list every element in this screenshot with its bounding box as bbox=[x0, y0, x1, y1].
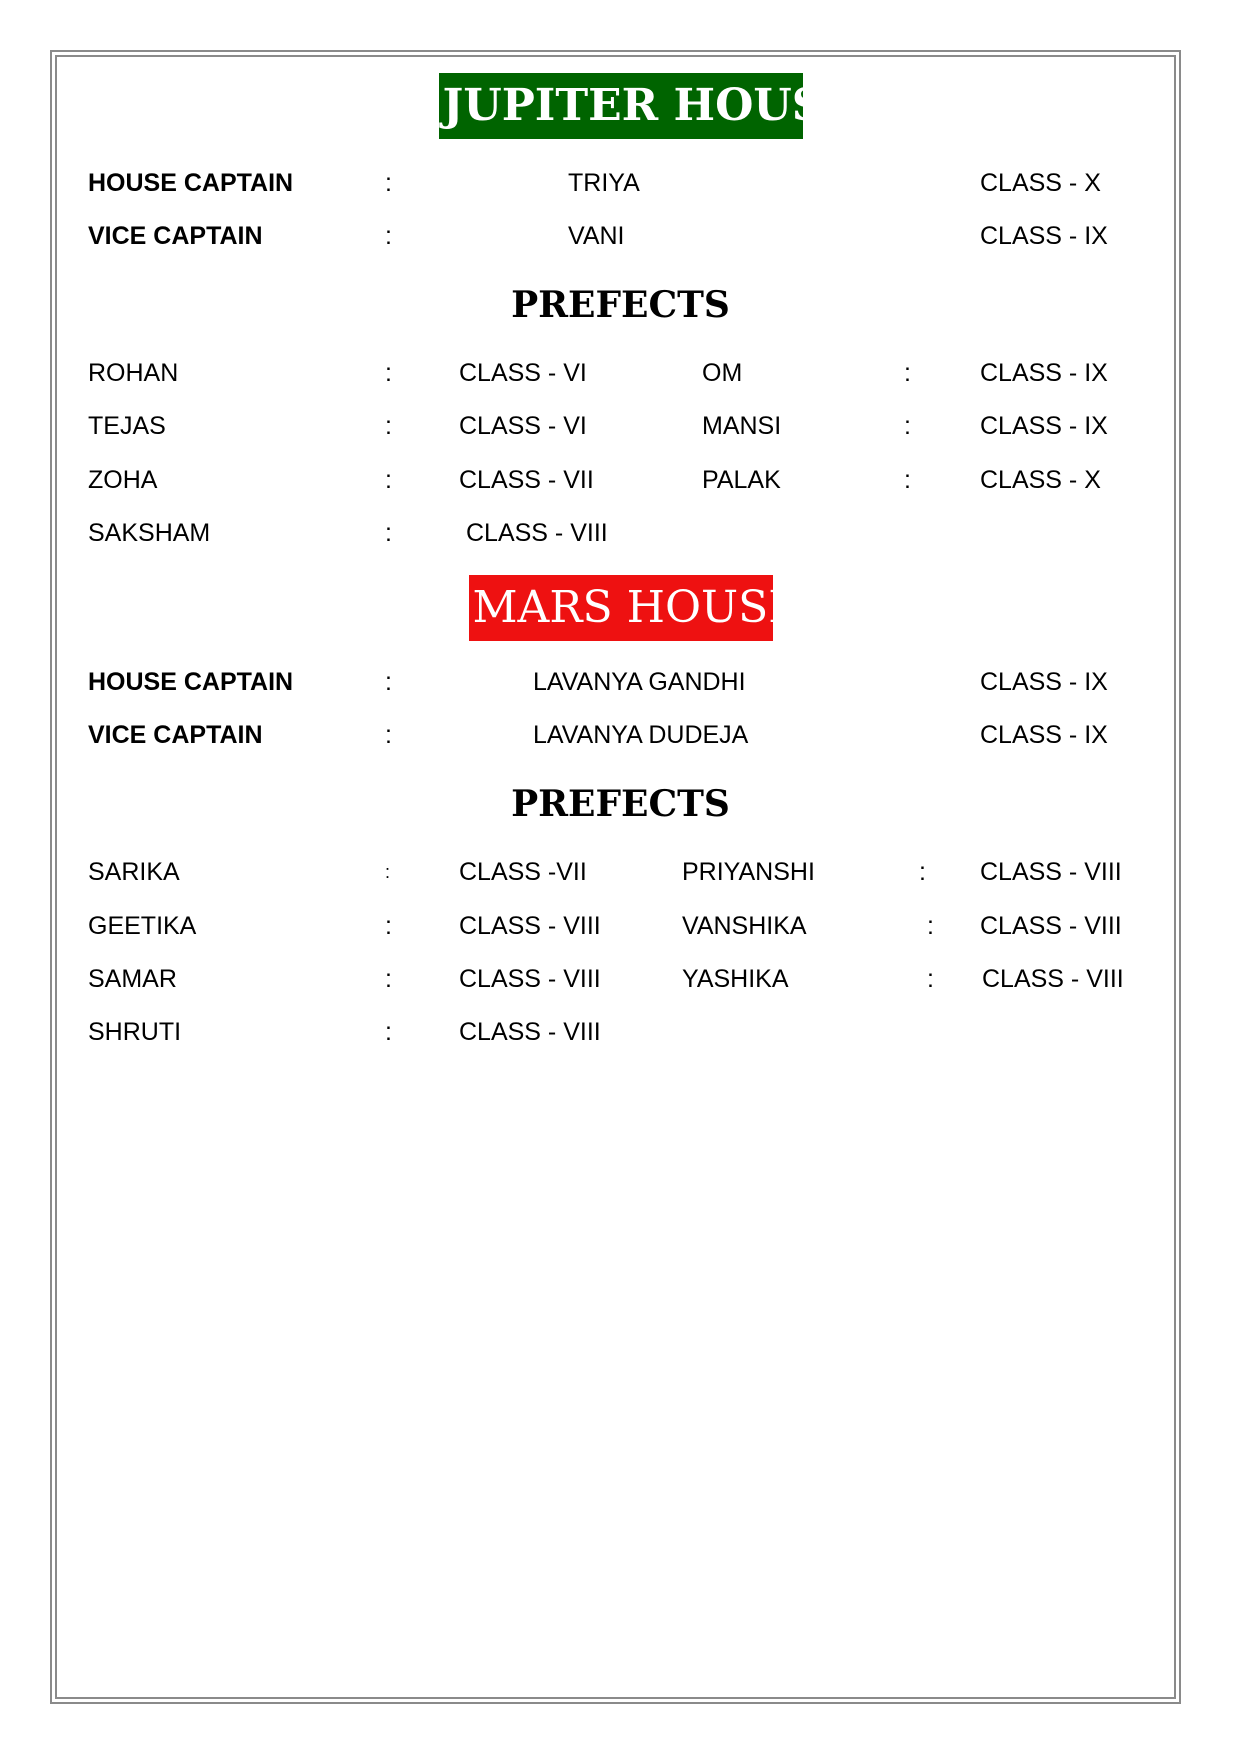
jupiter-captain-class: CLASS - X bbox=[980, 169, 1101, 197]
jupiter-captain-role: HOUSE CAPTAIN bbox=[88, 169, 294, 197]
prefect-sep: : bbox=[385, 412, 392, 440]
prefect-name: MANSI bbox=[702, 412, 782, 440]
prefect-sep: : bbox=[919, 858, 926, 886]
mars-vice-sep: : bbox=[385, 721, 392, 749]
prefect-name: GEETIKA bbox=[88, 912, 197, 940]
mars-captain-name: LAVANYA GANDHI bbox=[533, 668, 746, 696]
mars-vice-class: CLASS - IX bbox=[980, 721, 1108, 749]
prefect-sep: : bbox=[385, 862, 391, 882]
jupiter-vice-name: VANI bbox=[568, 222, 625, 250]
prefect-name: TEJAS bbox=[88, 412, 166, 440]
prefect-sep: : bbox=[904, 359, 911, 387]
prefect-sep: : bbox=[904, 466, 911, 494]
prefect-class: CLASS - VIII bbox=[980, 858, 1122, 886]
jupiter-captain-sep: : bbox=[385, 169, 392, 197]
prefect-name: PALAK bbox=[702, 466, 781, 494]
prefect-name: PRIYANSHI bbox=[682, 858, 815, 886]
prefect-sep: : bbox=[385, 359, 392, 387]
mars-vice-name: LAVANYA DUDEJA bbox=[533, 721, 749, 749]
prefect-name: ZOHA bbox=[88, 466, 158, 494]
prefect-class: CLASS - VIII bbox=[466, 519, 608, 547]
mars-prefects-heading: PREFECTS bbox=[511, 783, 730, 825]
prefect-name: VANSHIKA bbox=[682, 912, 807, 940]
prefect-class: CLASS - VI bbox=[459, 412, 587, 440]
prefect-class: CLASS - VIII bbox=[980, 912, 1122, 940]
jupiter-vice-role: VICE CAPTAIN bbox=[88, 222, 263, 250]
prefect-name: SAKSHAM bbox=[88, 519, 211, 547]
prefect-sep: : bbox=[385, 466, 392, 494]
prefect-sep: : bbox=[904, 412, 911, 440]
prefect-class: CLASS - VIII bbox=[459, 1018, 601, 1046]
jupiter-house-title: JUPITER HOUSE bbox=[439, 73, 803, 139]
prefect-class: CLASS - VIII bbox=[459, 965, 601, 993]
prefect-class: CLASS - IX bbox=[980, 412, 1108, 440]
prefect-class: CLASS - VI bbox=[459, 359, 587, 387]
prefect-name: ROHAN bbox=[88, 359, 179, 387]
prefect-name: OM bbox=[702, 359, 743, 387]
prefect-class: CLASS - X bbox=[980, 466, 1101, 494]
prefect-class: CLASS -VII bbox=[459, 858, 587, 886]
prefect-name: YASHIKA bbox=[682, 965, 789, 993]
prefect-sep: : bbox=[385, 912, 392, 940]
prefect-sep: : bbox=[385, 1018, 392, 1046]
prefect-class: CLASS - VIII bbox=[982, 965, 1124, 993]
jupiter-vice-class: CLASS - IX bbox=[980, 222, 1108, 250]
jupiter-captain-name: TRIYA bbox=[568, 169, 640, 197]
prefect-class: CLASS - VIII bbox=[459, 912, 601, 940]
jupiter-prefects-heading: PREFECTS bbox=[511, 284, 730, 326]
prefect-name: SHRUTI bbox=[88, 1018, 182, 1046]
prefect-sep: : bbox=[927, 912, 934, 940]
mars-captain-sep: : bbox=[385, 668, 392, 696]
prefect-sep: : bbox=[385, 519, 392, 547]
mars-captain-role: HOUSE CAPTAIN bbox=[88, 668, 294, 696]
mars-vice-role: VICE CAPTAIN bbox=[88, 721, 263, 749]
prefect-sep: : bbox=[385, 965, 392, 993]
prefect-sep: : bbox=[927, 965, 934, 993]
prefect-name: SAMAR bbox=[88, 965, 177, 993]
prefect-name: SARIKA bbox=[88, 858, 180, 886]
mars-captain-class: CLASS - IX bbox=[980, 668, 1108, 696]
jupiter-vice-sep: : bbox=[385, 222, 392, 250]
mars-house-title: MARS HOUSE bbox=[469, 575, 773, 641]
prefect-class: CLASS - IX bbox=[980, 359, 1108, 387]
prefect-class: CLASS - VII bbox=[459, 466, 594, 494]
